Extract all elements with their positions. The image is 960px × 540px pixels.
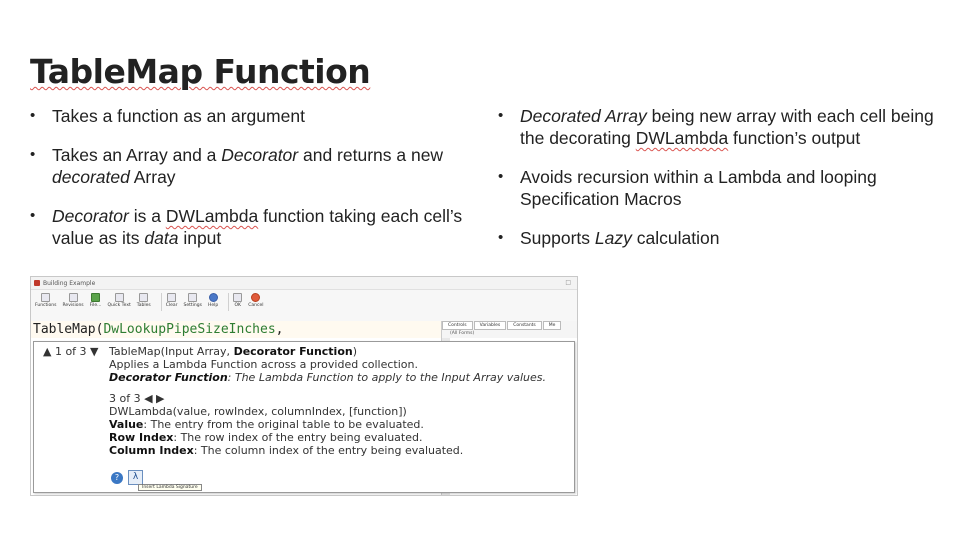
functions-button[interactable] [35, 293, 57, 308]
param-name: Row Index [109, 431, 174, 444]
bullet-emphasis: decorated [52, 167, 130, 187]
ribbon-label: Revisions [62, 303, 84, 308]
bullet-text: is a [128, 206, 166, 226]
tab-constants[interactable]: Constants [507, 321, 542, 330]
bullet-text: input [178, 228, 222, 248]
quick-text-button[interactable] [107, 293, 130, 308]
bullet-text: and returns a new [298, 145, 444, 165]
window-maximize-icon[interactable]: □ [565, 279, 571, 286]
side-panel [441, 321, 577, 338]
slide-title [30, 52, 370, 91]
insert-lambda-icon[interactable]: λ [128, 470, 143, 485]
bullet-item [498, 227, 938, 249]
param-text: : The entry from the original table to be evaluated. [143, 418, 424, 431]
bullet-item [30, 144, 470, 188]
param-text: : The column index of the entry being evaluated. [193, 444, 464, 457]
param-row [109, 431, 574, 444]
settings-button[interactable] [184, 293, 202, 308]
cancel-icon [251, 293, 260, 302]
bullet-text: Takes an Array and a [52, 145, 222, 165]
left-bullet-list [30, 105, 470, 266]
signature-text: TableMap(Input Array, [109, 345, 234, 358]
param-name: Decorator Function [109, 371, 228, 384]
nested-signature-line: DWLambda(value, rowIndex, columnIndex, [function]) [109, 405, 407, 418]
signature-help-popup [33, 341, 575, 493]
bullet-emphasis: Decorated Array [520, 106, 647, 126]
revisions-button[interactable] [63, 293, 84, 308]
tables-button[interactable] [137, 293, 151, 308]
bullet-item [498, 166, 938, 210]
tables-icon [139, 293, 148, 302]
bullet-item [30, 205, 470, 249]
ribbon-label: Settings [183, 303, 202, 308]
bullet-text: function’s output [728, 128, 861, 148]
signature-text: ) [352, 345, 358, 358]
ribbon-divider [161, 293, 162, 311]
signature-description: Applies a Lambda Function across a provided collection. [109, 358, 418, 371]
ribbon-label: Functions [35, 303, 57, 308]
ribbon-label: Clear [165, 303, 178, 308]
param-text: : The row index of the entry being evaluated. [173, 431, 423, 444]
popup-actions [111, 470, 143, 485]
ribbon-toolbar [31, 290, 577, 324]
bullet-text: function taking each cell’s value as its [52, 206, 463, 248]
clear-icon [167, 293, 176, 302]
nested-signature [109, 392, 574, 457]
app-icon [34, 280, 40, 286]
side-tabs [442, 321, 577, 330]
overload-counter[interactable]: ▲ 1 of 3 ▼ [43, 345, 99, 358]
ribbon-label: OK [234, 303, 241, 308]
ribbon-label: Cancel [248, 303, 264, 308]
signature-line [109, 345, 574, 358]
file-button[interactable] [90, 293, 102, 308]
bullet-text: Takes a function as an argument [52, 106, 305, 126]
ok-icon [233, 293, 242, 302]
param-row [109, 444, 574, 457]
bullet-item [30, 105, 470, 127]
ribbon-divider [228, 293, 229, 311]
bullet-text: Supports [520, 228, 595, 248]
embedded-screenshot [30, 276, 578, 496]
param-description [109, 371, 574, 384]
bullet-text: being new array with each cell being the decorating [520, 106, 934, 148]
help-button[interactable] [208, 293, 218, 308]
formula-argument: DwLookupPipeSizeInches [103, 322, 276, 337]
ribbon-label: Help [207, 303, 219, 308]
side-filter: (All Forms) [450, 331, 475, 336]
signature-body [109, 345, 574, 457]
bullet-emphasis: data [144, 228, 179, 248]
bullet-emphasis: Lazy [594, 228, 632, 248]
bullet-term: DWLambda [165, 206, 259, 226]
cancel-button[interactable] [248, 293, 263, 308]
formula-tail: , [275, 322, 284, 337]
window-titlebar [31, 277, 577, 290]
formula-editor[interactable] [31, 321, 443, 338]
bullet-term: DWLambda [635, 128, 729, 148]
ribbon-label: File... [89, 303, 102, 308]
functions-icon [41, 293, 50, 302]
tab-controls[interactable]: Controls [442, 321, 473, 330]
bullet-item [498, 105, 938, 149]
quick-text-icon [115, 293, 124, 302]
tooltip: Insert Lambda Signature [138, 484, 202, 491]
right-bullet-list [498, 105, 938, 266]
file-icon [91, 293, 100, 302]
help-circle-icon[interactable]: ? [111, 472, 123, 484]
nested-overload-nav[interactable]: 3 of 3 ◀ ▶ [109, 392, 165, 405]
param-row [109, 418, 574, 431]
bullet-text: Array [129, 167, 176, 187]
param-text: : The Lambda Function to apply to the Input Array values. [227, 371, 547, 384]
revisions-icon [69, 293, 78, 302]
tab-more[interactable]: Me [543, 321, 562, 330]
window-title: Building Example [43, 279, 96, 287]
signature-active-param: Decorator Function [233, 345, 353, 358]
formula-function: TableMap( [33, 322, 104, 337]
ok-button[interactable] [233, 293, 242, 308]
ribbon-label: Quick Text [107, 303, 131, 308]
bullet-emphasis: Decorator [52, 206, 129, 226]
ribbon-label: Tables [136, 303, 151, 308]
tab-variables[interactable]: Variables [474, 321, 507, 330]
settings-icon [188, 293, 197, 302]
bullet-text: calculation [631, 228, 720, 248]
help-icon [209, 293, 218, 302]
param-name: Column Index [109, 444, 194, 457]
slide-title-text: TableMap Function [30, 52, 371, 91]
clear-button[interactable] [166, 293, 178, 308]
param-name: Value [109, 418, 144, 431]
bullet-emphasis: Decorator [221, 145, 299, 165]
bullet-text: Avoids recursion within a Lambda and looping Specification Macros [520, 167, 877, 209]
